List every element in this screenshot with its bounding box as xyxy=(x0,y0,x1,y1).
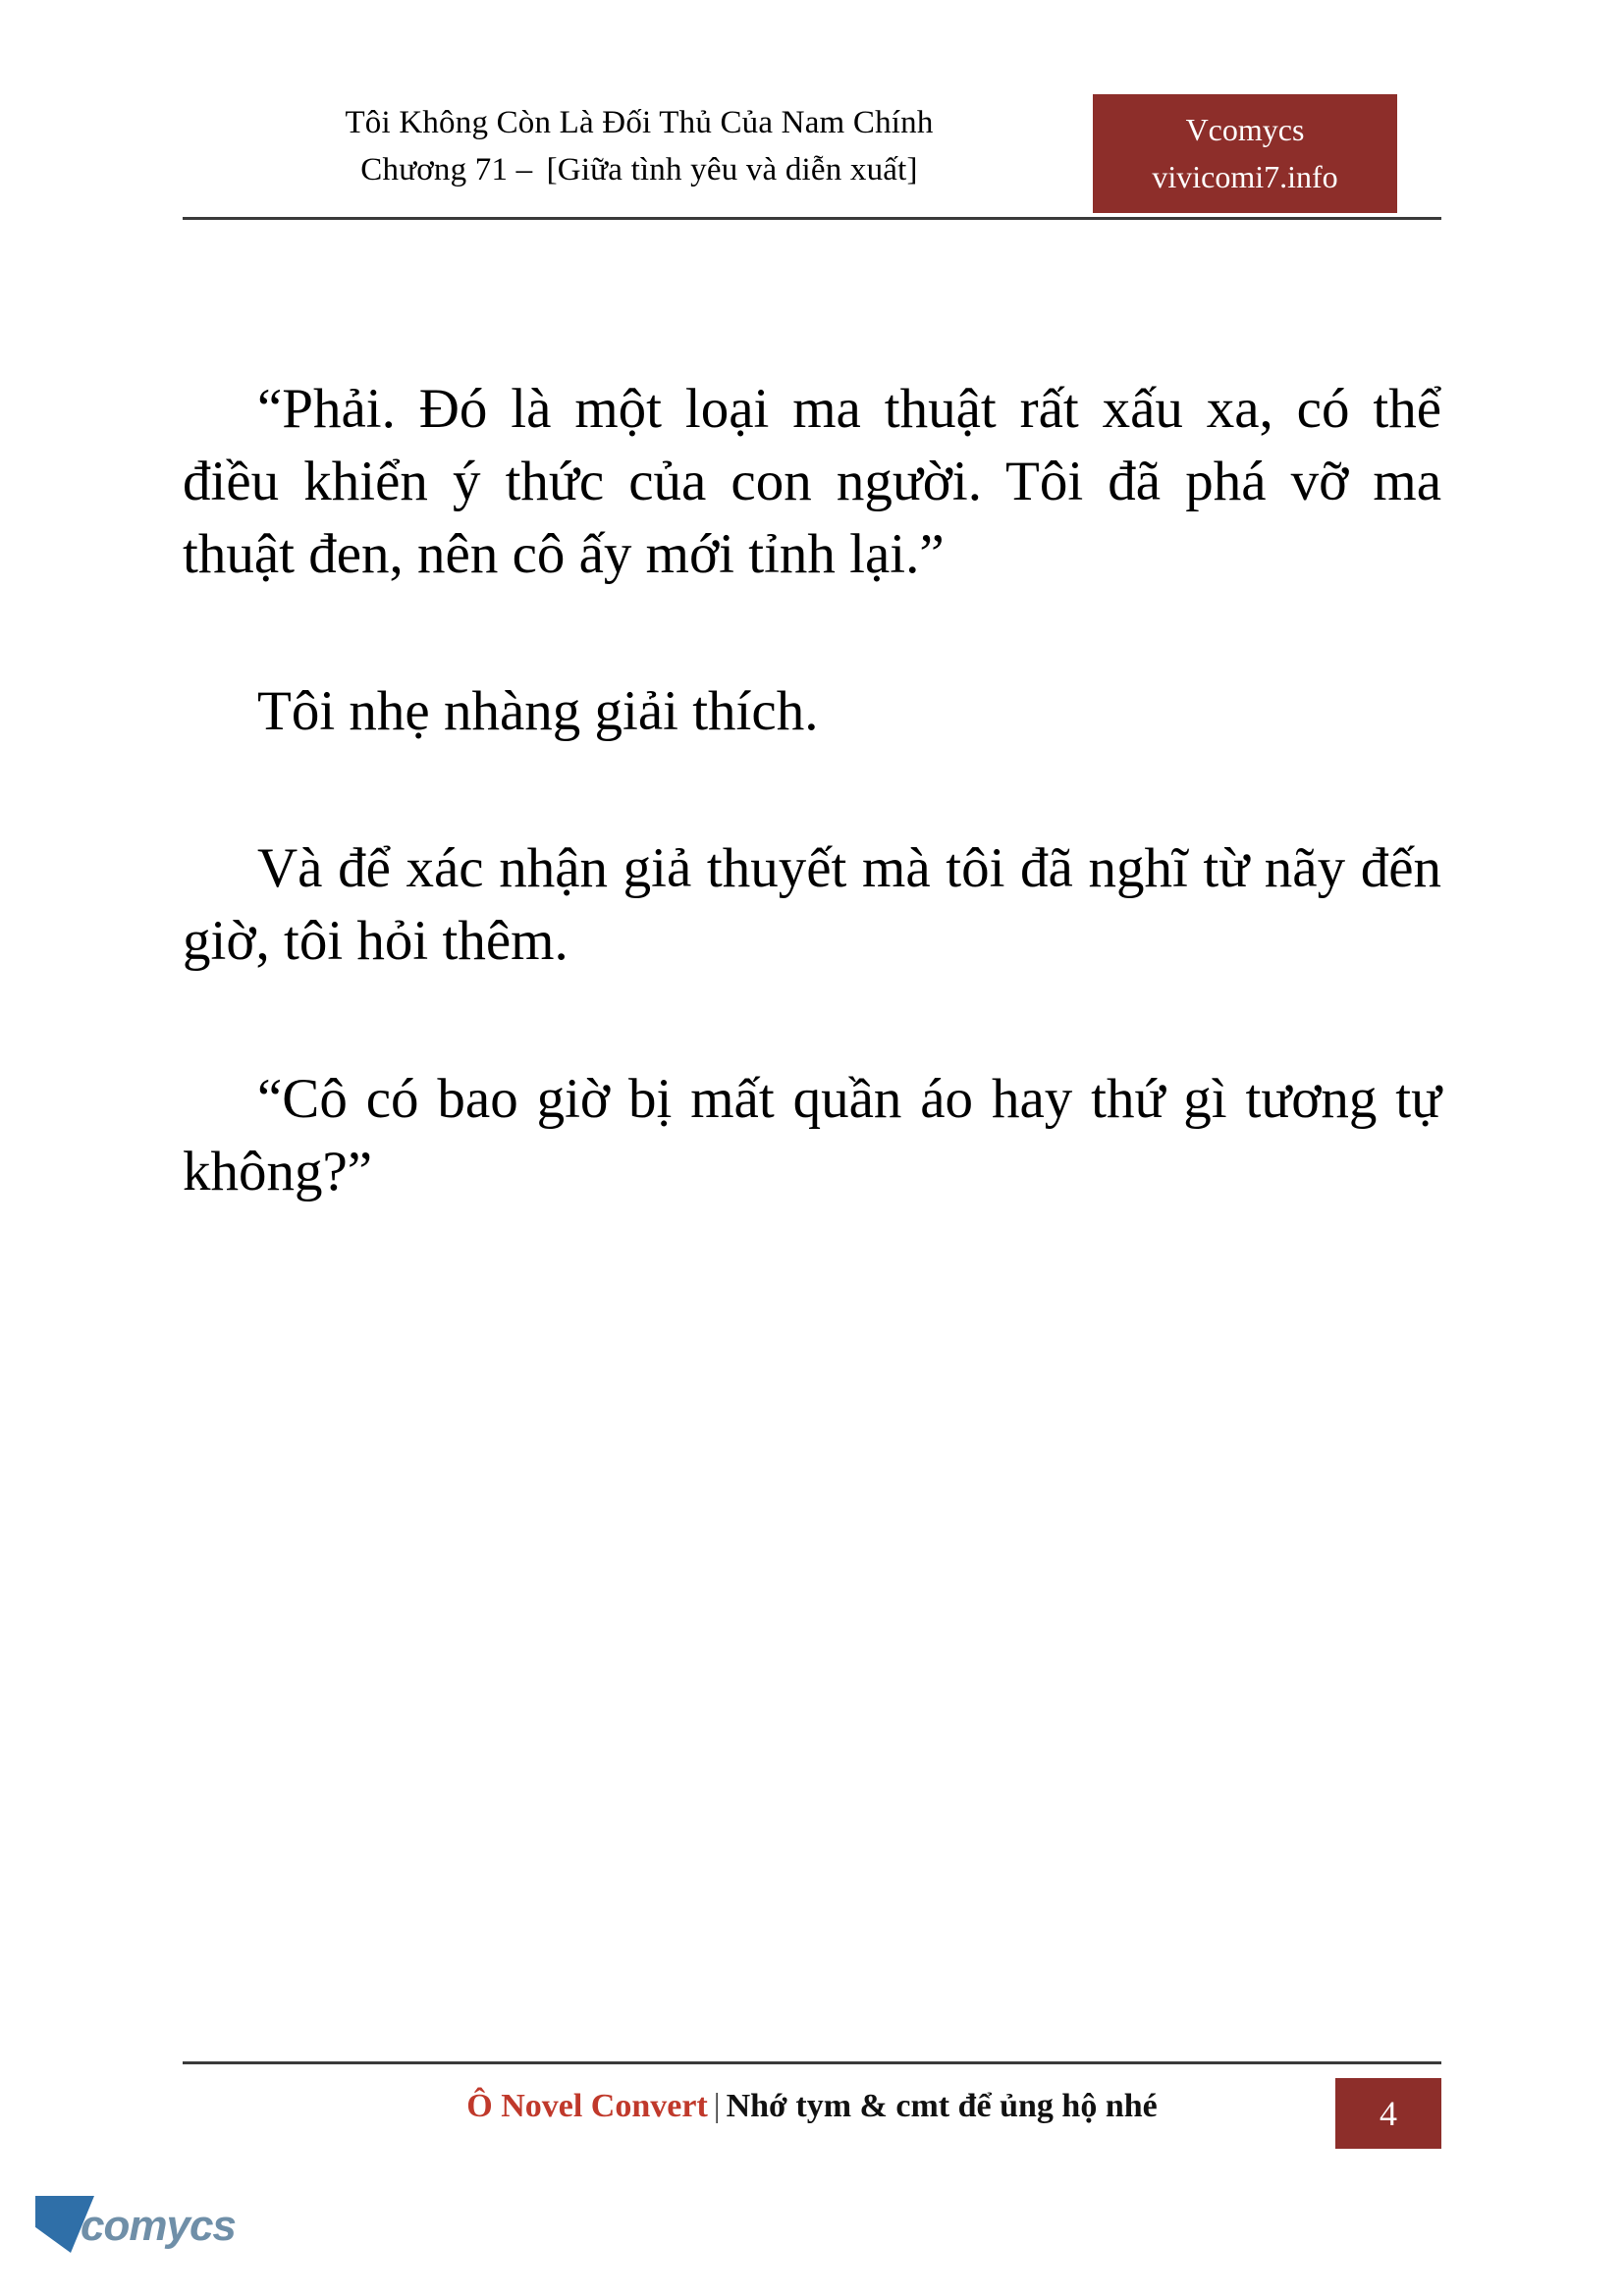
footer-brand: Ô Novel Convert xyxy=(466,2088,708,2124)
footer-credit xyxy=(183,2088,1441,2125)
footer-inner xyxy=(183,2078,1441,2149)
page-number: 4 xyxy=(1335,2078,1441,2149)
site-badge xyxy=(1093,94,1397,213)
site-badge-url: vivicomi7.info xyxy=(1152,159,1338,194)
page-footer xyxy=(183,2061,1441,2153)
footer-note: Nhớ tym & cmt để ủng hộ nhé xyxy=(726,2088,1158,2124)
chapter-subtitle: [Giữa tình yêu và diễn xuất] xyxy=(546,151,918,187)
chapter-dash: – xyxy=(515,151,539,187)
paragraph: Tôi nhẹ nhàng giải thích. xyxy=(257,680,819,743)
page-content xyxy=(183,373,1441,1208)
chapter-number: Chương 71 xyxy=(360,151,509,187)
novel-title: Tôi Không Còn Là Đối Thủ Của Nam Chính xyxy=(345,105,934,140)
site-badge-name: Vcomycs xyxy=(1185,112,1305,147)
paragraph: “Cô có bao giờ bị mất quần áo hay thứ gì tương tự không?” xyxy=(183,1067,1441,1202)
page-header xyxy=(183,94,1441,220)
paragraph: “Phải. Đó là một loại ma thuật rất xấu xa, có thể điều khiển ý thức của con người. Tôi đã phá vỡ ma thuật đen, nên cô ấy mới tỉnh lại.” xyxy=(183,378,1441,586)
watermark-logo xyxy=(35,2188,261,2272)
paragraph: Và để xác nhận giả thuyết mà tôi đã nghĩ từ nãy đến giờ, tôi hỏi thêm. xyxy=(183,837,1441,973)
watermark-label: comycs xyxy=(81,2202,236,2250)
footer-separator: | xyxy=(713,2088,721,2124)
header-title-block xyxy=(183,100,1096,194)
chapter-line xyxy=(183,147,1096,194)
